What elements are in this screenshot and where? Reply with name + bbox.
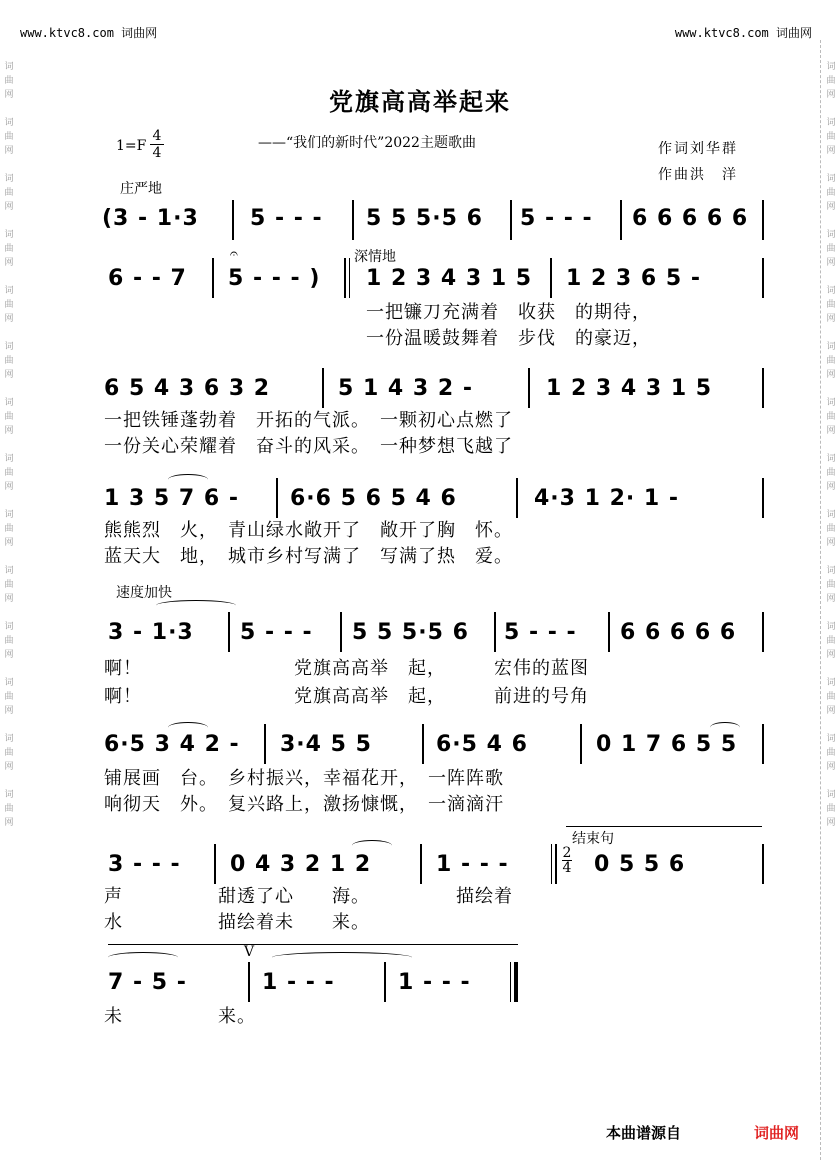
ending-bracket-line — [108, 944, 518, 945]
lyrics-verse-1: 未 来。 — [104, 1006, 256, 1027]
barline — [384, 962, 386, 1002]
barline — [762, 478, 764, 518]
measure: 1 3 5 7 6 - — [104, 486, 239, 511]
barline — [276, 478, 278, 518]
lyrics-verse-2: 蓝天大 地， 城市乡村写满了 写满了热 爱。 — [104, 546, 513, 567]
measure: 0 1 7 6 5 5 — [596, 732, 738, 757]
lyrics-verse-2: 水 描绘着未 来。 — [104, 912, 370, 933]
repeat-barline-thin — [551, 844, 552, 884]
slur — [156, 600, 236, 611]
score-line-1 — [102, 206, 199, 231]
measure: 4·3 1 2· 1 - — [534, 486, 680, 511]
barline — [762, 724, 764, 764]
measure: 5 - - - ) — [228, 266, 321, 291]
time-signature: 4 4 — [150, 128, 164, 161]
barline — [422, 724, 424, 764]
measure: 6 6 6 6 6 — [632, 206, 749, 231]
lyrics-verse-1: 啊！ 党旗高高举 起， 宏伟的蓝图 — [104, 658, 589, 679]
tempo-change-marking: 速度加快 — [116, 585, 172, 601]
tempo-marking: 庄严地 — [120, 181, 162, 197]
barline — [762, 612, 764, 652]
measure: 6·6 5 6 5 4 6 — [290, 486, 457, 511]
measure: 5 - - - — [250, 206, 323, 231]
slur — [108, 952, 178, 963]
barline — [322, 368, 324, 408]
measure: 1 - - - — [398, 970, 471, 995]
repeat-barline — [344, 258, 346, 298]
barline — [762, 258, 764, 298]
measure: 5 1 4 3 2 - — [338, 376, 473, 401]
expression-marking: 深情地 — [354, 249, 396, 265]
measure: 0 5 5 6 — [594, 852, 686, 877]
key-signature: 1=F — [116, 138, 147, 154]
measure: 3·4 5 5 — [280, 732, 372, 757]
slur — [168, 474, 208, 485]
barline — [510, 200, 512, 240]
measure: 3 - 1·3 — [108, 620, 194, 645]
slur — [352, 840, 392, 851]
subtitle: ——“我们的新时代”2022主题歌曲 — [258, 135, 476, 151]
lyrics-verse-1: 一把镰刀充满着 收获 的期待， — [366, 302, 651, 323]
barline — [620, 200, 622, 240]
barline — [248, 962, 250, 1002]
barline — [580, 724, 582, 764]
final-barline-thick — [514, 962, 518, 1002]
lyrics-verse-2: 一份关心荣耀着 奋斗的风采。 一种梦想飞越了 — [104, 436, 513, 457]
measure: 1 2 3 4 3 1 5 — [366, 266, 533, 291]
measure: 5 - - - — [520, 206, 593, 231]
measure: 6 6 6 6 6 — [620, 620, 737, 645]
barline — [762, 368, 764, 408]
measure: 0 4 3 2 1 2 — [230, 852, 372, 877]
lyricist: 作词刘华群 — [658, 141, 738, 157]
time-signature-change: 2 4 — [562, 845, 572, 876]
final-barline-thin — [510, 962, 511, 1002]
measure: 1 - - - — [436, 852, 509, 877]
measure: 1 2 3 6 5 - — [566, 266, 701, 291]
measure: 1 - - - — [262, 970, 335, 995]
measure: 5 5 5·5 6 — [366, 206, 483, 231]
lyrics-verse-1: 熊熊烈 火， 青山绿水敞开了 敞开了胸 怀。 — [104, 520, 513, 541]
fermata-icon: 𝄐 — [230, 246, 238, 262]
barline — [516, 478, 518, 518]
lyrics-verse-2: 啊！ 党旗高高举 起， 前进的号角 — [104, 686, 589, 707]
measure: 3 - - - — [108, 852, 181, 877]
barline — [212, 258, 214, 298]
lyrics-verse-1: 铺展画 台。 乡村振兴，幸福花开， 一阵阵歌 — [104, 768, 504, 789]
lyrics-verse-1: 一把铁锤蓬勃着 开拓的气派。 一颗初心点燃了 — [104, 410, 513, 431]
barline — [340, 612, 342, 652]
measure: 6·5 3 4 2 - — [104, 732, 240, 757]
lyrics-verse-1: 声 甜透了心 海。 描绘着 — [104, 886, 513, 907]
barline — [420, 844, 422, 884]
barline — [494, 612, 496, 652]
barline — [608, 612, 610, 652]
footer-source-label: 本曲谱源自 — [606, 1124, 682, 1142]
measure: (3 - 1·3 — [102, 206, 199, 231]
measure: 6 5 4 3 6 3 2 — [104, 376, 271, 401]
watermark-url-left: www.ktvc8.com 词曲网 — [20, 26, 158, 40]
measure: 6 - - 7 — [108, 266, 187, 291]
barline — [762, 200, 764, 240]
lyrics-verse-2: 一份温暖鼓舞着 步伐 的豪迈， — [366, 328, 651, 349]
breath-mark: V — [244, 944, 255, 960]
barline — [264, 724, 266, 764]
measure: 5 - - - — [504, 620, 577, 645]
barline — [550, 258, 552, 298]
measure: 5 5 5·5 6 — [352, 620, 469, 645]
right-border-line — [820, 40, 822, 1160]
repeat-barline-thin — [349, 258, 350, 298]
barline — [228, 612, 230, 652]
footer-site-link[interactable]: 词曲网 — [754, 1124, 800, 1142]
song-title: 党旗高高举起来 — [329, 87, 511, 116]
barline — [232, 200, 234, 240]
ending-marking: 结束句 — [572, 831, 614, 847]
barline — [528, 368, 530, 408]
barline — [352, 200, 354, 240]
side-watermark-right: 词 曲 网 词 曲 网 词 曲 网 词 曲 网 词 曲 网 词 曲 网 词 曲 网 词 曲 网 词 曲 网 词 曲 网 词 曲 网 词 曲 网 词 曲 网 词 曲 网 — [826, 62, 836, 828]
repeat-barline — [555, 844, 557, 884]
side-watermark-left: 词 曲 网 词 曲 网 词 曲 网 词 曲 网 词 曲 网 词 曲 网 词 曲 网 词 曲 网 词 曲 网 词 曲 网 词 曲 网 词 曲 网 词 曲 网 词 曲 网 — [4, 62, 14, 828]
lyrics-verse-2: 响彻天 外。 复兴路上，激扬慷慨， 一滴滴汗 — [104, 794, 504, 815]
measure: 1 2 3 4 3 1 5 — [546, 376, 713, 401]
ending-bracket — [566, 826, 762, 827]
watermark-url-right: www.ktvc8.com 词曲网 — [674, 26, 812, 40]
measure: 5 - - - — [240, 620, 313, 645]
barline — [214, 844, 216, 884]
barline — [762, 844, 764, 884]
slur — [272, 952, 412, 963]
measure: 7 - 5 - — [108, 970, 187, 995]
composer: 作曲洪 洋 — [658, 167, 738, 183]
measure: 6·5 4 6 — [436, 732, 528, 757]
